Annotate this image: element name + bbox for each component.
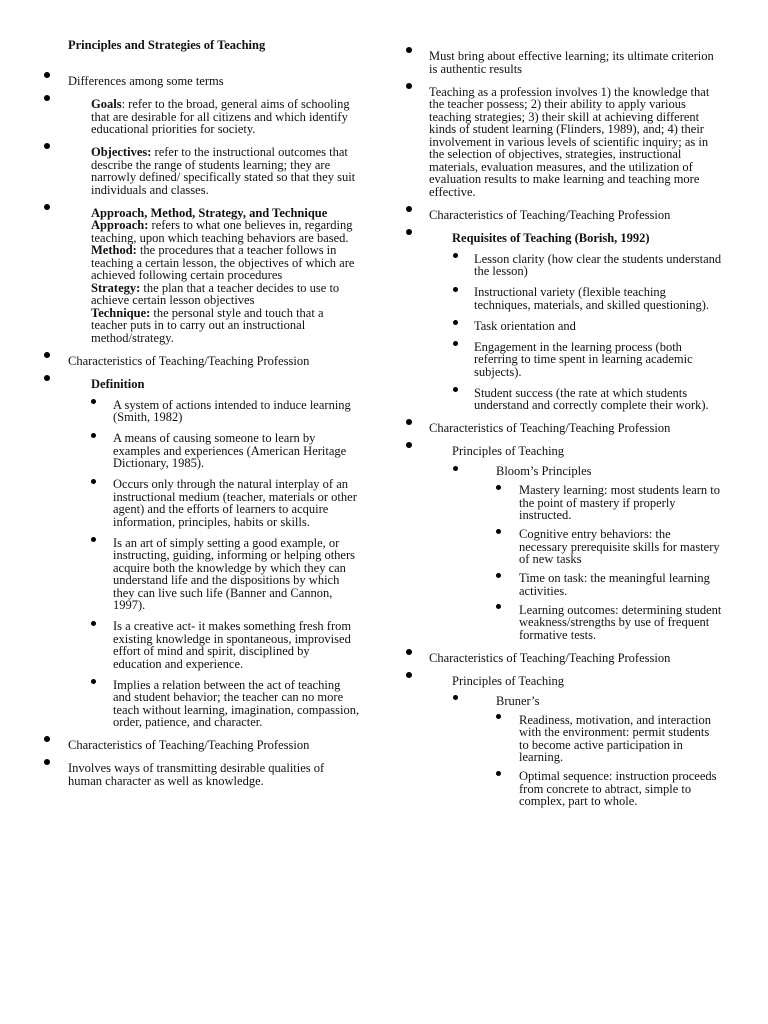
characteristics-text: Characteristics of Teaching/Teaching Profession bbox=[429, 421, 671, 435]
bloom-principle-item bbox=[384, 484, 768, 522]
approach-item bbox=[0, 207, 384, 345]
bullet-icon bbox=[91, 537, 96, 542]
bullet-icon bbox=[44, 759, 50, 765]
bullet-icon bbox=[496, 485, 501, 490]
effective-learning-text: Must bring about effective learning; its ultimate criterion is authentic results bbox=[429, 49, 714, 76]
method-term: Method: bbox=[91, 243, 137, 257]
approach-term-row bbox=[91, 219, 384, 244]
definition-list-item bbox=[0, 679, 384, 729]
characteristics-item bbox=[384, 209, 768, 222]
bullet-icon bbox=[496, 529, 501, 534]
involves-item bbox=[0, 762, 384, 787]
definition-list-item bbox=[0, 537, 384, 612]
bullet-icon bbox=[91, 399, 96, 404]
goals-definition: : refer to the broad, general aims of schooling that are desirable for all citizens and which identify educational priorities for society. bbox=[91, 97, 350, 136]
bullet-icon bbox=[91, 479, 96, 484]
approach-definition: refers to what one believes in, regarding teaching, upon which teaching behaviors are based. bbox=[91, 218, 353, 245]
bullet-icon bbox=[496, 714, 501, 719]
principles-heading: Principles of Teaching bbox=[452, 673, 565, 688]
definition-text: Occurs only through the natural interplay of an instructional medium (teacher, materials or other agent) and the efforts of learners to acquire information, principles, habits or skills. bbox=[113, 477, 357, 529]
effective-learning-item bbox=[384, 50, 768, 75]
bloom-principle-text: Time on task: the meaningful learning activities. bbox=[519, 571, 710, 598]
bullet-icon bbox=[496, 604, 501, 609]
bullet-icon bbox=[406, 419, 412, 425]
technique-definition: the personal style and touch that a teacher puts in to carry out an instructional method/strategy. bbox=[91, 305, 324, 345]
bullet-icon bbox=[44, 375, 50, 381]
differences-text: Differences among some terms bbox=[68, 74, 224, 88]
method-definition: the procedures that a teacher follows in teaching a certain lesson, the objectives of which are achieved following certain procedures bbox=[91, 243, 355, 282]
bullet-icon bbox=[453, 466, 458, 471]
requisite-text: Instructional variety (flexible teaching techniques, materials, and skilled questioning). bbox=[474, 285, 710, 312]
requisite-list-item bbox=[384, 253, 768, 278]
characteristics-text: Characteristics of Teaching/Teaching Profession bbox=[68, 353, 310, 368]
definition-heading-item bbox=[0, 378, 384, 391]
definition-list-item bbox=[0, 478, 384, 528]
definition-text: A system of actions intended to induce learning (Smith, 1982) bbox=[113, 397, 351, 424]
characteristics-text: Characteristics of Teaching/Teaching Profession bbox=[429, 207, 671, 222]
requisite-text: Lesson clarity (how clear the students understand the lesson) bbox=[474, 251, 722, 278]
bullet-icon bbox=[406, 206, 412, 212]
bullet-icon bbox=[453, 387, 458, 392]
profession-item bbox=[384, 86, 768, 199]
requisites-heading-item bbox=[384, 232, 768, 245]
bloom-principle-item bbox=[384, 604, 768, 642]
definition-text: Is an art of simply setting a good example, or instructing, guiding, informing or helping others acquire both the knowledge by which they can understand life and the dispositions by which they can live such life (Banner and Cannon, 1997). bbox=[113, 535, 355, 612]
characteristics-item bbox=[0, 739, 384, 752]
goals-term: Goals bbox=[91, 97, 122, 111]
technique-term: Technique: bbox=[91, 305, 151, 320]
bullet-icon bbox=[406, 229, 412, 235]
bloom-principle-text: Mastery learning: most students learn to the point of mastery if properly instructed. bbox=[519, 483, 721, 522]
strategy-definition: the plan that a teacher decides to use to achieve certain lesson objectives bbox=[91, 280, 340, 307]
bloom-principle-item bbox=[384, 528, 768, 566]
bloom-principle-text: Learning outcomes: determining student weakness/strengths by use of frequent formative tests. bbox=[519, 602, 722, 642]
objectives-definition: refer to the instructional outcomes that describe the range of students learning; they are narrowly defined/ specifically stated so that they suit individuals and classes. bbox=[91, 145, 356, 197]
definition-list-item bbox=[0, 432, 384, 470]
requisite-list-item bbox=[384, 341, 768, 379]
involves-text: Involves ways of transmitting desirable qualities of human character as well as knowledge. bbox=[68, 761, 325, 788]
bullet-icon bbox=[44, 204, 50, 210]
title-item bbox=[0, 39, 384, 52]
bullet-icon bbox=[44, 352, 50, 358]
requisite-list-item bbox=[384, 387, 768, 412]
method-term-row bbox=[91, 244, 384, 282]
requisite-list-item bbox=[384, 320, 768, 333]
bullet-icon bbox=[44, 143, 50, 149]
bruner-subheading: Bruner’s bbox=[496, 693, 540, 708]
objectives-term: Objectives: bbox=[91, 145, 152, 159]
bullet-icon bbox=[91, 679, 96, 684]
bullet-icon bbox=[406, 442, 412, 448]
bloom-principle-item bbox=[384, 572, 768, 597]
requisite-text: Student success (the rate at which students understand and correctly complete their work). bbox=[474, 385, 709, 412]
bruner-subheading-item bbox=[384, 695, 768, 708]
bullet-icon bbox=[496, 771, 501, 776]
goals-item bbox=[0, 98, 384, 136]
characteristics-item bbox=[0, 355, 384, 368]
differences-item bbox=[0, 75, 384, 88]
strategy-term-row bbox=[91, 282, 384, 307]
bullet-icon bbox=[406, 672, 412, 678]
principles-heading: Principles of Teaching bbox=[452, 444, 565, 458]
bloom-subheading: Bloom’s Principles bbox=[496, 464, 592, 478]
bruner-principle-text: Readiness, motivation, and interaction with the environment: permit students to become active participation in learning. bbox=[519, 712, 711, 764]
characteristics-item bbox=[384, 422, 768, 435]
bruner-principle-text: Optimal sequence: instruction proceeds from concrete to abtract, simple to complex, part to whole. bbox=[519, 769, 717, 808]
definition-text: Is a creative act- it makes something fresh from existing knowledge in spontaneous, improvised effort of mind and spirit, disciplined by education and experience. bbox=[113, 619, 352, 671]
requisite-list-item bbox=[384, 286, 768, 311]
bullet-icon bbox=[453, 253, 458, 258]
bullet-icon bbox=[406, 47, 412, 53]
profession-text: Teaching as a profession involves 1) the knowledge that the teacher possess; 2) their ability to apply various teaching strategies; 3) their skill at achieving different kinds of student learning (Flinders, 1989), and; 4) their involvement in various levels of scientific inquiry; as in the selection of objectives, strategies, instructional materials, evaluation measures, and the utilization of evaluation results to make learning and teaching more effective. bbox=[429, 84, 710, 199]
objectives-item bbox=[0, 146, 384, 196]
left-column bbox=[0, 39, 384, 787]
page-title: Principles and Strategies of Teaching bbox=[68, 38, 266, 52]
technique-term-row bbox=[91, 307, 384, 345]
bullet-icon bbox=[406, 83, 412, 89]
principles-heading-item bbox=[384, 445, 768, 458]
requisite-text: Engagement in the learning process (both referring to time spent in learning academic subjects). bbox=[474, 339, 693, 379]
bullet-icon bbox=[496, 573, 501, 578]
bruner-principle-item bbox=[384, 714, 768, 764]
definition-heading: Definition bbox=[91, 376, 145, 391]
bullet-icon bbox=[453, 320, 458, 325]
definition-list-item bbox=[0, 399, 384, 424]
bullet-icon bbox=[91, 621, 96, 626]
approach-heading: Approach, Method, Strategy, and Technique bbox=[91, 205, 328, 220]
principles-heading-item bbox=[384, 675, 768, 688]
bullet-icon bbox=[91, 433, 96, 438]
characteristics-text: Characteristics of Teaching/Teaching Profession bbox=[429, 650, 671, 665]
bullet-icon bbox=[44, 72, 50, 78]
approach-term: Approach: bbox=[91, 218, 149, 232]
bloom-subheading-item bbox=[384, 465, 768, 478]
definition-text: Implies a relation between the act of teaching and student behavior; the teacher can no more teach without learning, imagination, compassion, order, patience, and character. bbox=[113, 677, 360, 729]
right-column bbox=[384, 50, 768, 808]
bullet-icon bbox=[44, 736, 50, 742]
bruner-principle-item bbox=[384, 770, 768, 808]
strategy-term: Strategy: bbox=[91, 280, 141, 295]
bullet-icon bbox=[453, 695, 458, 700]
definition-text: A means of causing someone to learn by examples and experiences (American Heritage Dictionary, 1985). bbox=[113, 431, 347, 470]
requisites-heading: Requisites of Teaching (Borish, 1992) bbox=[452, 230, 650, 245]
characteristics-item bbox=[384, 652, 768, 665]
bloom-principle-text: Cognitive entry behaviors: the necessary prerequisite skills for mastery of new tasks bbox=[519, 527, 720, 566]
bullet-icon bbox=[453, 287, 458, 292]
bullet-icon bbox=[406, 649, 412, 655]
bullet-icon bbox=[453, 341, 458, 346]
requisite-text: Task orientation and bbox=[474, 318, 576, 333]
bullet-icon bbox=[44, 95, 50, 101]
characteristics-text: Characteristics of Teaching/Teaching Profession bbox=[68, 738, 310, 752]
definition-list-item bbox=[0, 620, 384, 670]
